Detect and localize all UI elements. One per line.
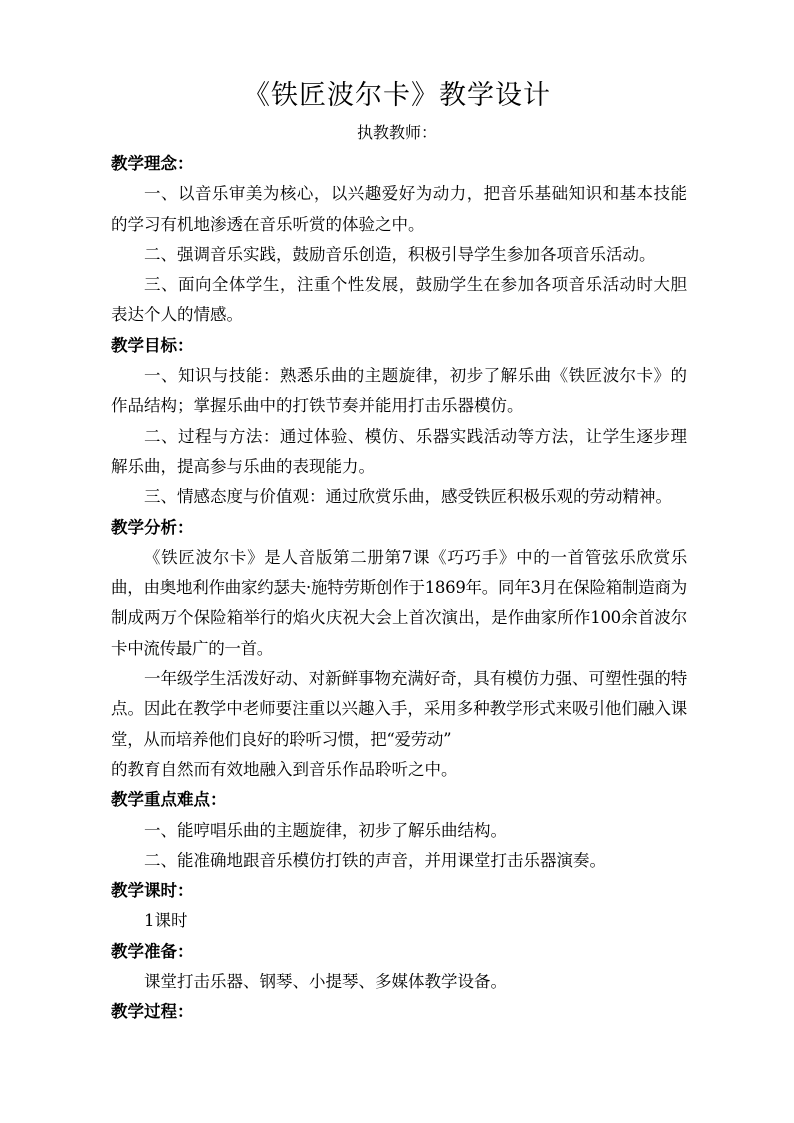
analysis-paragraph-1: 《铁匠波尔卡》是人音版第二册第7课《巧巧手》中的一首管弦乐欣赏乐曲，由奥地利作曲家约瑟夫·施特劳斯创作于1869年。同年3月在保险箱制造商为制成两万个保险箱举行的焰火庆祝大会上首次演出，是作曲家所作100余首波尔卡中流传最广的一首。 — [111, 547, 687, 658]
keypoints-paragraph-1: 一、能哼唱乐曲的主题旋律，初步了解乐曲结构。 — [144, 820, 507, 840]
section-heading-process: 教学过程： — [111, 1002, 194, 1022]
goals-paragraph-2: 二、过程与方法：通过体验、模仿、乐器实践活动等方法，让学生逐步理解乐曲，提高参与乐曲的表现能力。 — [111, 426, 687, 476]
keypoints-paragraph-2: 二、能准确地跟音乐模仿打铁的声音，并用课堂打击乐器演奏。 — [144, 850, 606, 870]
concept-paragraph-2: 二、强调音乐实践，鼓励音乐创造，积极引导学生参加各项音乐活动。 — [144, 244, 656, 264]
goals-paragraph-3: 三、情感态度与价值观：通过欣赏乐曲，感受铁匠积极乐观的劳动精神。 — [144, 487, 672, 507]
hours-paragraph: 1课时 — [144, 911, 188, 931]
prep-paragraph: 课堂打击乐器、钢琴、小提琴、多媒体教学设备。 — [144, 972, 507, 992]
document-title: 《铁匠波尔卡》教学设计 — [243, 80, 551, 111]
section-heading-concept: 教学理念： — [111, 154, 194, 173]
teacher-label: 执教教师： — [356, 123, 437, 142]
analysis-paragraph-2: 一年级学生活泼好动、对新鲜事物充满好奇，具有模仿力强、可塑性强的特点。因此在教学中老师要注重以兴趣入手，采用多种教学形式来吸引他们融入课堂，从而培养他们良好的聆听习惯，把“爱劳动” — [111, 669, 687, 749]
concept-paragraph-1: 一、以音乐审美为核心，以兴趣爱好为动力，把音乐基础知识和基本技能的学习有机地渗透在音乐听赏的体验之中。 — [111, 184, 687, 234]
document-body — [111, 149, 687, 1028]
section-heading-keypoints: 教学重点难点： — [111, 790, 227, 810]
analysis-paragraph-2-continued: 的教育自然而有效地融入到音乐作品聆听之中。 — [111, 759, 458, 779]
goals-paragraph-1: 一、知识与技能：熟悉乐曲的主题旋律，初步了解乐曲《铁匠波尔卡》的作品结构；掌握乐曲中的打铁节奏并能用打击乐器模仿。 — [111, 366, 687, 416]
section-heading-hours: 教学课时： — [111, 881, 194, 901]
section-heading-goals: 教学目标： — [111, 335, 194, 355]
concept-paragraph-3: 三、面向全体学生，注重个性发展，鼓励学生在参加各项音乐活动时大胆表达个人的情感。 — [111, 275, 687, 325]
section-heading-analysis: 教学分析： — [111, 517, 194, 537]
section-heading-prep: 教学准备： — [111, 941, 194, 961]
